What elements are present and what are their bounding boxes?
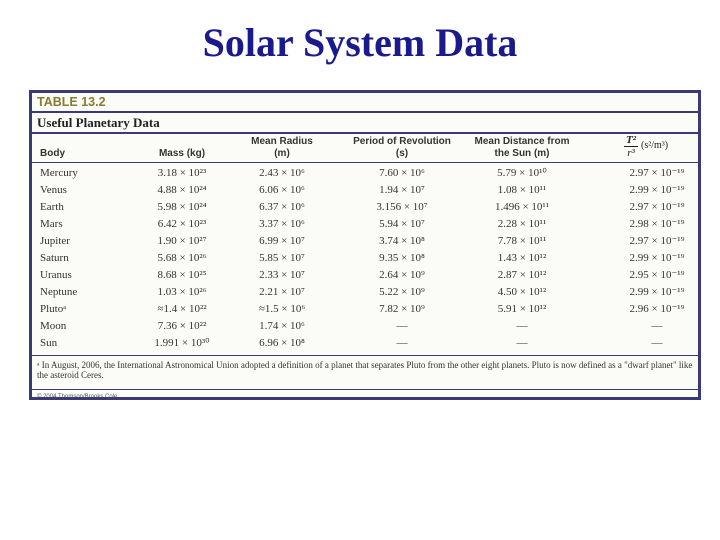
cell-distance: — <box>516 320 528 332</box>
cell-distance: 5.91 × 10¹² <box>497 303 547 315</box>
header-ratio-denominator: r³ <box>627 147 635 159</box>
table-caption: Useful Planetary Data <box>37 115 160 130</box>
header-distance: Mean Distance from the Sun (m) <box>474 136 570 159</box>
cell-ratio: 2.95 × 10⁻¹⁹ <box>629 269 685 281</box>
cell-ratio: — <box>651 337 663 349</box>
cell-body: Moon <box>40 320 67 332</box>
cell-radius: 1.74 × 10⁶ <box>259 320 305 332</box>
cell-period: 5.94 × 10⁷ <box>379 218 425 230</box>
cell-period: 7.60 × 10⁶ <box>379 167 425 179</box>
cell-distance: 4.50 × 10¹² <box>497 286 547 298</box>
cell-period: 5.22 × 10⁹ <box>379 286 425 298</box>
cell-radius: 6.06 × 10⁶ <box>259 184 305 196</box>
table-row <box>32 216 698 233</box>
cell-radius: 3.37 × 10⁶ <box>259 218 305 230</box>
cell-distance: 2.87 × 10¹² <box>497 269 547 281</box>
header-ratio-unit: (s²/m³) <box>641 140 669 151</box>
table-row <box>32 284 698 301</box>
table-row <box>32 199 698 216</box>
table-row <box>32 318 698 335</box>
cell-radius: 2.21 × 10⁷ <box>259 286 305 298</box>
cell-body: Plutoᵃ <box>40 303 67 315</box>
cell-mass: 7.36 × 10²² <box>157 320 207 332</box>
cell-mass: 4.88 × 10²⁴ <box>157 184 207 196</box>
cell-mass: 1.991 × 10³⁰ <box>154 337 210 349</box>
table-footnote: ᵃ In August, 2006, the International Astronomical Union adopted a definition of a planet that separates Pluto from the other eight planets. Pluto is now defined as a "dwarf planet" like the asteroid Ceres. <box>37 360 693 380</box>
cell-distance: 1.496 × 10¹¹ <box>494 201 550 213</box>
cell-ratio: 2.97 × 10⁻¹⁹ <box>629 201 685 213</box>
copyright-notice: © 2004 Thomson/Brooks Cole <box>37 394 118 400</box>
table-row <box>32 233 698 250</box>
cell-distance: 1.08 × 10¹¹ <box>497 184 547 196</box>
cell-period: 7.82 × 10⁹ <box>379 303 425 315</box>
slide-title: Solar System Data <box>202 20 518 65</box>
cell-period: 1.94 × 10⁷ <box>379 184 425 196</box>
header-body: Body <box>40 148 65 159</box>
cell-body: Venus <box>40 184 67 196</box>
cell-ratio: 2.97 × 10⁻¹⁹ <box>629 167 685 179</box>
planetary-data-table <box>29 90 701 400</box>
cell-mass: 1.03 × 10²⁶ <box>157 286 207 298</box>
cell-radius: ≈1.5 × 10⁶ <box>258 303 306 315</box>
cell-distance: — <box>516 337 528 349</box>
cell-distance: 5.79 × 10¹⁰ <box>497 167 547 179</box>
cell-radius: 6.96 × 10⁸ <box>259 337 305 349</box>
table-rule-footnote <box>32 389 698 390</box>
table-row <box>32 250 698 267</box>
cell-ratio: 2.97 × 10⁻¹⁹ <box>629 235 685 247</box>
table-row <box>32 301 698 318</box>
cell-body: Uranus <box>40 269 72 281</box>
cell-body: Neptune <box>40 286 78 298</box>
cell-ratio: 2.99 × 10⁻¹⁹ <box>629 184 685 196</box>
cell-radius: 2.33 × 10⁷ <box>259 269 305 281</box>
cell-body: Mars <box>40 218 63 230</box>
cell-period: 9.35 × 10⁸ <box>379 252 425 264</box>
header-ratio-numerator: T² <box>625 134 637 146</box>
cell-distance: 1.43 × 10¹² <box>497 252 547 264</box>
cell-distance: 2.28 × 10¹¹ <box>497 218 547 230</box>
table-rule-bottom <box>32 355 698 356</box>
cell-body: Sun <box>40 337 58 349</box>
header-period: Period of Revolution (s) <box>353 136 451 159</box>
cell-period: 2.64 × 10⁹ <box>379 269 425 281</box>
cell-radius: 6.37 × 10⁶ <box>259 201 305 213</box>
cell-ratio: — <box>651 320 663 332</box>
table-row <box>32 182 698 199</box>
cell-body: Earth <box>40 201 64 213</box>
cell-body: Jupiter <box>40 235 70 247</box>
header-mass: Mass (kg) <box>158 148 206 159</box>
table-rule-header <box>32 162 698 163</box>
cell-body: Saturn <box>40 252 69 264</box>
cell-period: — <box>396 320 408 332</box>
cell-mass: 5.68 × 10²⁶ <box>157 252 207 264</box>
table-row <box>32 335 698 352</box>
cell-mass: 5.98 × 10²⁴ <box>157 201 207 213</box>
cell-ratio: 2.99 × 10⁻¹⁹ <box>629 286 685 298</box>
cell-distance: 7.78 × 10¹¹ <box>497 235 547 247</box>
cell-mass: ≈1.4 × 10²² <box>157 303 207 315</box>
cell-period: 3.156 × 10⁷ <box>376 201 428 213</box>
cell-radius: 2.43 × 10⁶ <box>259 167 305 179</box>
table-row <box>32 267 698 284</box>
cell-radius: 6.99 × 10⁷ <box>259 235 305 247</box>
cell-body: Mercury <box>40 167 78 179</box>
cell-period: 3.74 × 10⁸ <box>379 235 425 247</box>
header-ratio <box>624 134 669 159</box>
table-row <box>32 165 698 182</box>
cell-mass: 3.18 × 10²³ <box>157 167 207 179</box>
cell-radius: 5.85 × 10⁷ <box>259 252 305 264</box>
header-radius: Mean Radius (m) <box>251 136 313 159</box>
table-rule-caption <box>32 132 698 134</box>
cell-ratio: 2.99 × 10⁻¹⁹ <box>629 252 685 264</box>
cell-mass: 6.42 × 10²³ <box>157 218 207 230</box>
table-number: TABLE 13.2 <box>37 95 106 109</box>
cell-ratio: 2.98 × 10⁻¹⁹ <box>629 218 685 230</box>
cell-period: — <box>396 337 408 349</box>
cell-mass: 8.68 × 10²⁵ <box>157 269 207 281</box>
table-rule-top <box>32 111 698 113</box>
cell-mass: 1.90 × 10²⁷ <box>157 235 207 247</box>
cell-ratio: 2.96 × 10⁻¹⁹ <box>629 303 685 315</box>
